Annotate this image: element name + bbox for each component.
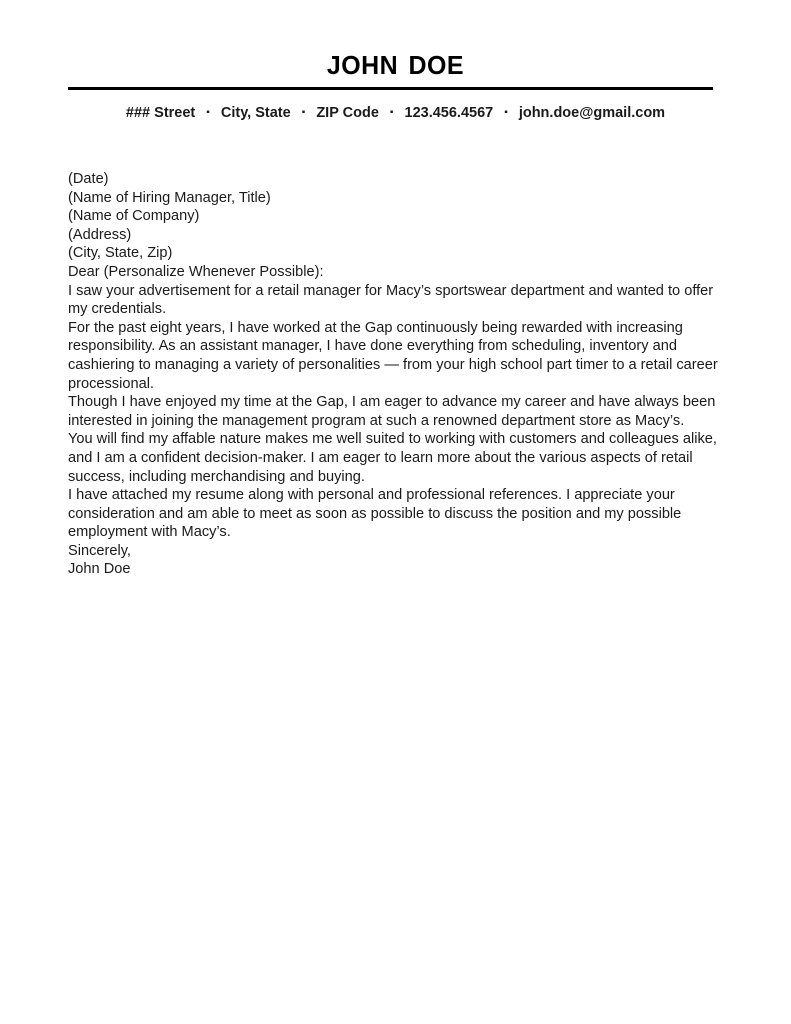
- page-title: john doe: [326, 41, 465, 82]
- contact-line: [0, 104, 791, 122]
- body-paragraph: You will find my affable nature makes me well suited to working with customers and colleagues alike, and I am a confident decision-maker. I am eager to learn more about the various aspects of retail success, including merchandising and buying.: [68, 431, 717, 485]
- letterhead: [0, 0, 791, 122]
- contact-street: ### Street: [125, 105, 196, 121]
- closing-salutation: Sincerely,: [68, 542, 131, 559]
- date-placeholder: (Date): [68, 171, 109, 187]
- salutation: Dear (Personalize Whenever Possible):: [68, 263, 324, 280]
- bullet-separator-icon: ▪: [504, 107, 508, 118]
- name-heading-container: [0, 42, 791, 82]
- body-paragraph: Though I have enjoyed my time at the Gap, I am eager to advance my career and have always been interested in joining the management program at such a renowned department store as Macy’s.: [68, 394, 716, 429]
- signature-name: John Doe: [68, 561, 131, 578]
- recipient-line: (Name of Hiring Manager, Title): [68, 189, 271, 206]
- header-divider: [68, 87, 713, 90]
- contact-zip: ZIP Code: [316, 105, 379, 121]
- body-paragraph: For the past eight years, I have worked at the Gap continuously being rewarded with increasing responsibility. As an assistant manager, I have done everything from scheduling, inventory and cashiering to managing a variety of personalities — from your high school part timer to a retail career processional.: [68, 319, 718, 392]
- bullet-separator-icon: ▪: [389, 107, 394, 118]
- letter-body: [0, 170, 791, 579]
- body-paragraph: I saw your advertisement for a retail manager for Macy’s sportswear department and wanted to offer my credentials.: [68, 282, 714, 318]
- bullet-separator-icon: ▪: [301, 107, 306, 118]
- recipient-line: (City, State, Zip): [68, 245, 173, 262]
- body-paragraph: I have attached my resume along with personal and professional references. I appreciate your consideration and am able to meet as soon as possible to discuss the position and my possible employment with Macy’s.: [68, 487, 682, 541]
- recipient-line: (Name of Company): [68, 208, 200, 225]
- contact-phone: 123.456.4567: [404, 105, 494, 121]
- recipient-line: (Address): [68, 226, 132, 243]
- recipient-address-block: [68, 189, 721, 263]
- contact-city-state: City, State: [220, 105, 291, 121]
- bullet-separator-icon: ▪: [206, 107, 210, 118]
- contact-email: john.doe@gmail.com: [518, 105, 666, 121]
